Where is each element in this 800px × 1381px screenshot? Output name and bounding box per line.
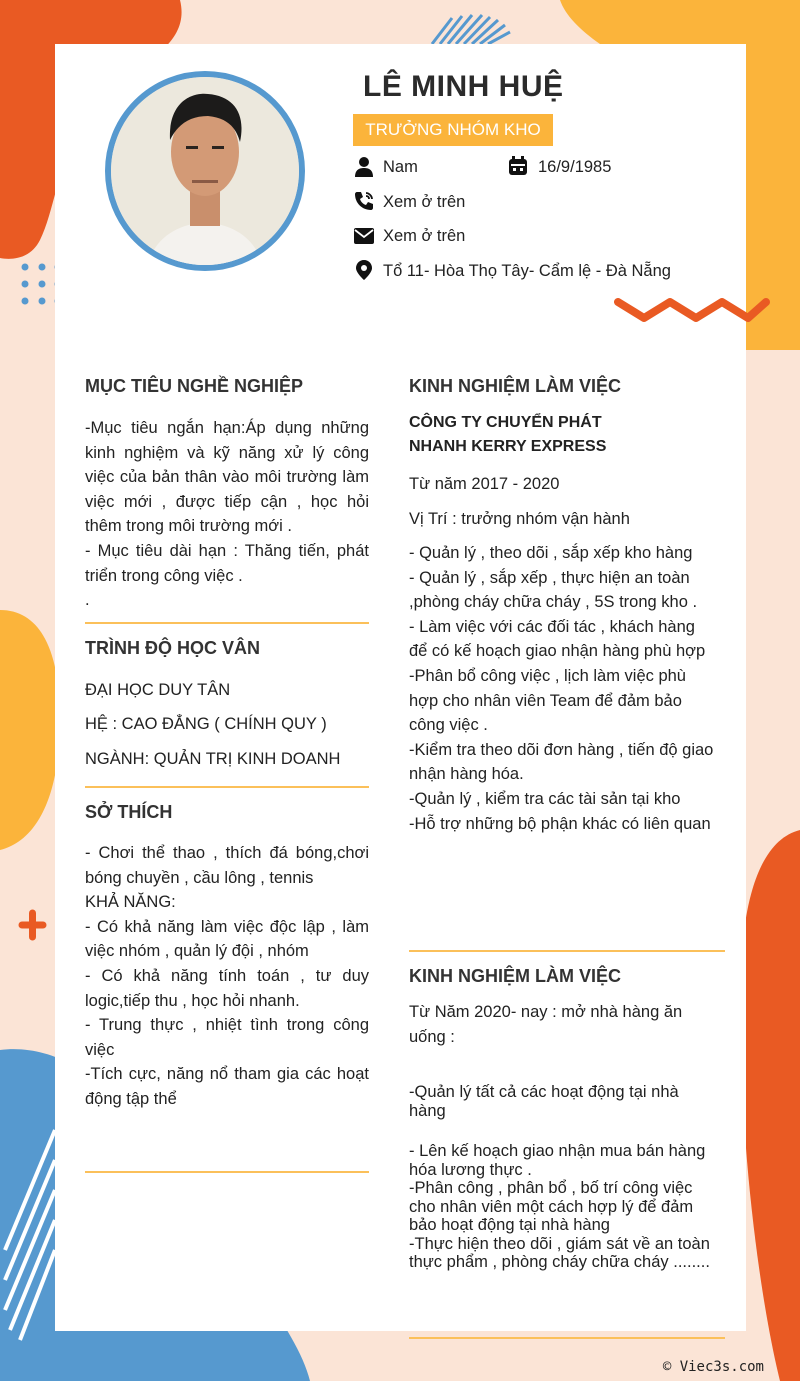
- zigzag-decoration: [610, 292, 775, 328]
- duty-item: -Kiểm tra theo dõi đơn hàng , tiến độ giao nhận hàng hóa.: [409, 740, 714, 784]
- phone: Xem ở trên: [383, 193, 466, 211]
- experience-heading: KINH NGHIỆM LÀM VIỆC: [409, 376, 622, 396]
- email: Xem ở trên: [383, 227, 466, 245]
- duty-item: -Quản lý , kiểm tra các tài sản tại kho: [409, 789, 681, 808]
- hobby-line: - Chơi thể thao , thích đá bóng,chơi bóng chuyền , cầu lông , tennis: [85, 844, 369, 887]
- duty-item: -Phân bổ công việc , lịch làm việc phù hợp cho nhân viên Team để đảm bảo công việc .: [409, 666, 686, 735]
- duty-item: - Quản lý , theo dõi , sắp xếp kho hàng: [409, 544, 693, 562]
- experience2-heading: KINH NGHIỆM LÀM VIỆC: [409, 966, 622, 986]
- email-icon: [353, 225, 375, 247]
- job-title-badge: TRƯỞNG NHÓM KHO: [353, 114, 553, 146]
- skill-line: - Có khả năng tính toán , tư duy logic,tiếp thu , học hỏi nhanh.: [85, 966, 369, 1010]
- duty-item: - Làm việc với các đối tác , khách hàng để có kế hoạch giao nhận hàng phù hợp: [409, 617, 706, 661]
- experience2-duties: [409, 1142, 714, 1272]
- birthday: 16/9/1985: [538, 158, 612, 176]
- divider: [409, 950, 725, 952]
- objective-dot: .: [85, 591, 90, 610]
- avatar: [104, 70, 306, 272]
- skills-label: KHẢ NĂNG:: [85, 893, 176, 912]
- calendar-icon: [507, 155, 529, 177]
- duty-item: -Phân công , phân bổ , bố trí công việc cho nhân viên một cách hợp lý để đảm bảo hoạt động tại nhà hàng: [409, 1179, 694, 1234]
- gender: Nam: [383, 158, 418, 176]
- education-major: NGÀNH: QUẢN TRỊ KINH DOANH: [85, 750, 341, 768]
- company-name: CÔNG TY CHUYỂN PHÁT NHANH KERRY EXPRESS: [409, 414, 607, 455]
- objective-short-term: -Mục tiêu ngắn hạn:Áp dụng những kinh nghiệm và kỹ năng xử lý công việc của bản thân vào môi trường làm việc mới , được tiếp cận , học hỏi thêm trong môi trường mới .: [85, 419, 369, 536]
- divider: [85, 622, 369, 624]
- location-pin-icon: [353, 259, 375, 281]
- yellow-blob-left: [0, 610, 60, 850]
- skill-line: - Trung thực , nhiệt tình trong công việc: [85, 1016, 369, 1059]
- skill-line: -Tích cực, năng nổ tham gia các hoạt động tập thể: [85, 1065, 369, 1108]
- orange-blob-right: [740, 830, 800, 1381]
- hobbies-heading: SỞ THÍCH: [85, 802, 173, 822]
- experience-duties: [409, 541, 714, 836]
- divider: [85, 786, 369, 788]
- experience2-duty: -Quản lý tất cả các hoạt động tại nhà hàng: [409, 1083, 679, 1120]
- copyright: © Viec3s.com: [662, 1359, 764, 1375]
- experience2-intro: Từ Năm 2020- nay : mở nhà hàng ăn uống :: [409, 1003, 683, 1046]
- experience-position: Vị Trí : trưởng nhóm vận hành: [409, 510, 630, 528]
- duty-item: -Thực hiện theo dõi , giám sát về an toàn thực phẩm , phòng cháy chữa cháy ........: [409, 1234, 710, 1271]
- objective-text: [85, 416, 369, 613]
- duty-item: - Lên kế hoạch giao nhận mua bán hàng hóa lương thực .: [409, 1142, 706, 1179]
- candidate-name: LÊ MINH HUỆ: [363, 70, 564, 103]
- education-system: HỆ : CAO ĐẲNG ( CHÍNH QUY ): [85, 715, 327, 733]
- striped-circle-top: [432, 15, 510, 44]
- address: Tổ 11- Hòa Thọ Tây- Cẩm lệ - Đà Nẵng: [383, 262, 671, 280]
- phone-icon: [353, 190, 375, 212]
- divider: [409, 1337, 725, 1339]
- duty-item: -Hỗ trợ những bộ phận khác có liên quan: [409, 814, 711, 833]
- person-icon: [353, 156, 375, 178]
- plus-decoration: [22, 913, 43, 937]
- education-school: ĐẠI HỌC DUY TÂN: [85, 681, 231, 699]
- duty-item: - Quản lý , sắp xếp , thực hiện an toàn ,phòng cháy chữa cháy , 5S trong kho .: [409, 568, 698, 612]
- objective-heading: MỤC TIÊU NGHỀ NGHIỆP: [85, 376, 304, 396]
- experience-period: Từ năm 2017 - 2020: [409, 475, 560, 493]
- divider: [85, 1171, 369, 1173]
- education-heading: TRÌNH ĐỘ HỌC VÂN: [85, 638, 260, 658]
- hobbies-text: [85, 841, 369, 1112]
- skill-line: - Có khả năng làm việc độc lập , làm việc nhóm , quản lý đội , nhóm: [85, 917, 369, 961]
- objective-long-term: - Mục tiêu dài hạn : Thăng tiến, phát triển trong công việc .: [85, 541, 369, 585]
